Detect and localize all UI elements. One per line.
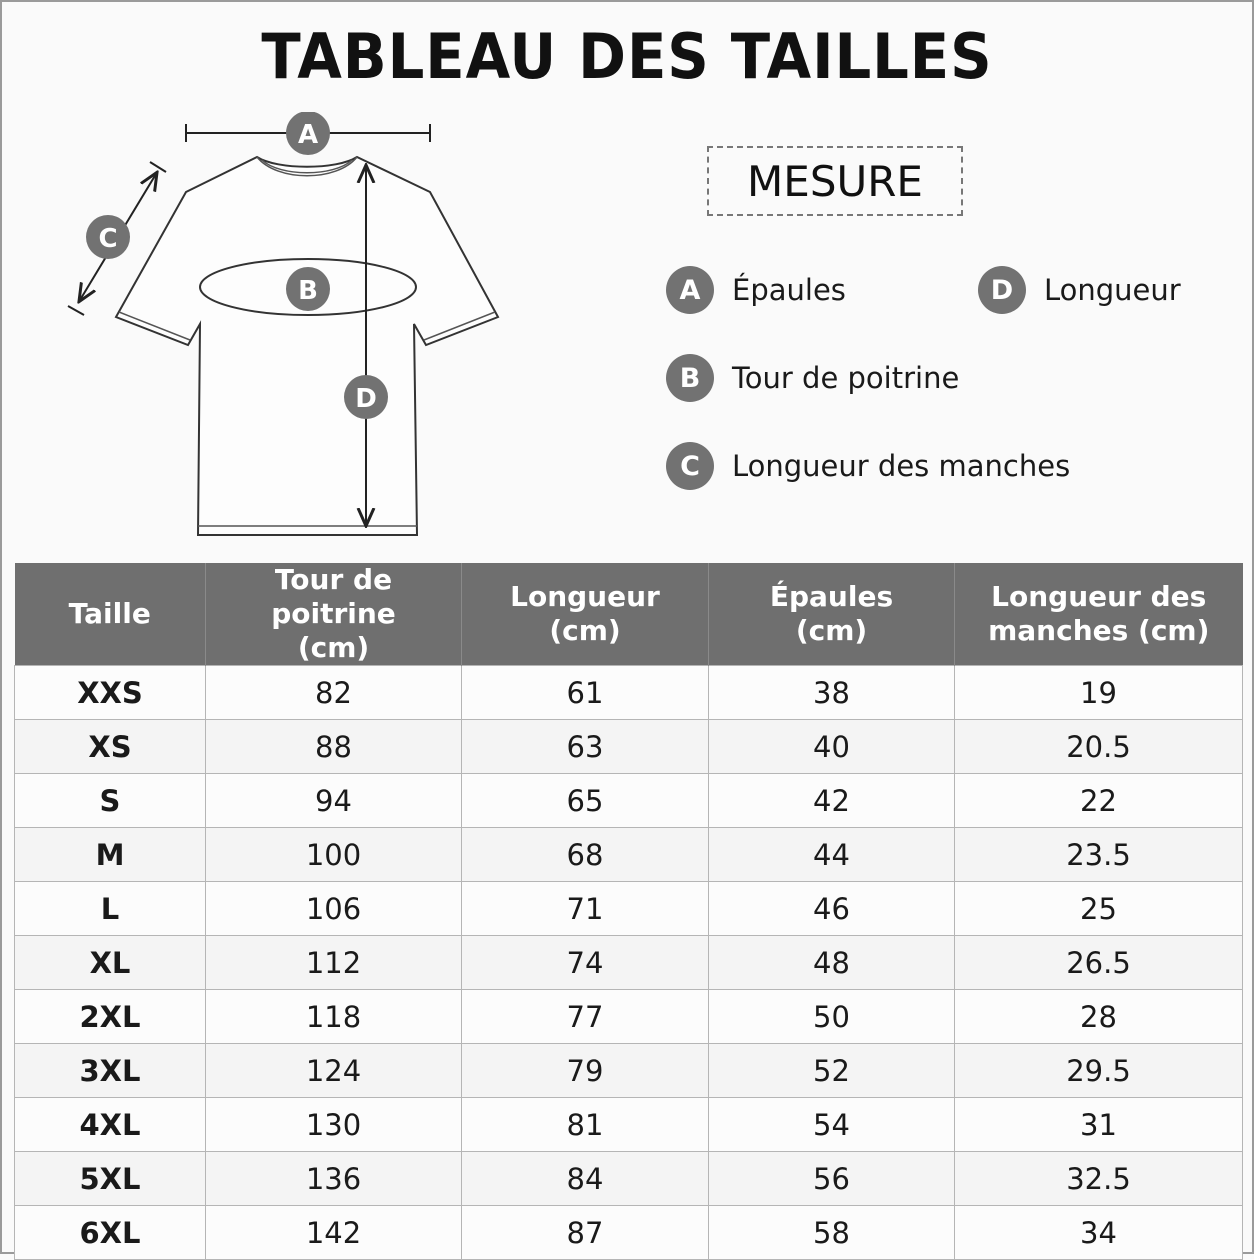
value-cell: 82 [206, 666, 462, 720]
value-cell: 100 [206, 828, 462, 882]
value-cell: 74 [462, 936, 709, 990]
value-cell: 32.5 [955, 1152, 1243, 1206]
value-cell: 118 [206, 990, 462, 1044]
value-cell: 68 [462, 828, 709, 882]
value-cell: 79 [462, 1044, 709, 1098]
value-cell: 88 [206, 720, 462, 774]
size-cell: 6XL [15, 1206, 206, 1260]
header-length: Longueur (cm) [462, 563, 709, 666]
size-cell: S [15, 774, 206, 828]
table-row [15, 828, 1243, 882]
size-cell: 3XL [15, 1044, 206, 1098]
size-cell: 2XL [15, 990, 206, 1044]
value-cell: 28 [955, 990, 1243, 1044]
badge-b: B [666, 354, 714, 402]
value-cell: 112 [206, 936, 462, 990]
header-sleeve: Longueur des manches (cm) [955, 563, 1243, 666]
size-cell: 4XL [15, 1098, 206, 1152]
value-cell: 23.5 [955, 828, 1243, 882]
tshirt-outline [116, 157, 498, 535]
table-header-row [15, 563, 1243, 666]
value-cell: 25 [955, 882, 1243, 936]
value-cell: 124 [206, 1044, 462, 1098]
value-cell: 77 [462, 990, 709, 1044]
value-cell: 34 [955, 1206, 1243, 1260]
legend-item-shoulders [666, 266, 846, 314]
value-cell: 58 [709, 1206, 955, 1260]
value-cell: 81 [462, 1098, 709, 1152]
marker-d [344, 375, 388, 419]
legend-label: Tour de poitrine [732, 361, 960, 395]
value-cell: 136 [206, 1152, 462, 1206]
value-cell: 54 [709, 1098, 955, 1152]
header-shoulders: Épaules (cm) [709, 563, 955, 666]
value-cell: 19 [955, 666, 1243, 720]
table-row [15, 882, 1243, 936]
value-cell: 44 [709, 828, 955, 882]
table-row [15, 1152, 1243, 1206]
value-cell: 48 [709, 936, 955, 990]
legend-label: Longueur [1044, 273, 1181, 307]
table-row [15, 1098, 1243, 1152]
svg-text:D: D [355, 384, 377, 414]
marker-c [86, 215, 130, 259]
svg-text:C: C [98, 224, 118, 254]
size-cell: XXS [15, 666, 206, 720]
value-cell: 52 [709, 1044, 955, 1098]
size-cell: XS [15, 720, 206, 774]
value-cell: 26.5 [955, 936, 1243, 990]
tshirt-diagram [52, 112, 522, 552]
value-cell: 94 [206, 774, 462, 828]
value-cell: 63 [462, 720, 709, 774]
size-table [14, 563, 1243, 1260]
svg-text:A: A [297, 120, 319, 150]
value-cell: 29.5 [955, 1044, 1243, 1098]
size-cell: XL [15, 936, 206, 990]
table-row [15, 1206, 1243, 1260]
table-row [15, 666, 1243, 720]
size-cell: 5XL [15, 1152, 206, 1206]
value-cell: 22 [955, 774, 1243, 828]
value-cell: 130 [206, 1098, 462, 1152]
legend-item-chest [666, 354, 959, 402]
size-cell: L [15, 882, 206, 936]
value-cell: 20.5 [955, 720, 1243, 774]
header-size: Taille [15, 563, 206, 666]
legend-label: Longueur des manches [732, 449, 1071, 483]
badge-a: A [666, 266, 714, 314]
value-cell: 40 [709, 720, 955, 774]
value-cell: 61 [462, 666, 709, 720]
size-cell: M [15, 828, 206, 882]
value-cell: 31 [955, 1098, 1243, 1152]
measure-label: MESURE [707, 146, 963, 216]
value-cell: 42 [709, 774, 955, 828]
marker-a [286, 112, 330, 155]
page-title: TABLEAU DES TAILLES [261, 20, 993, 93]
badge-c: C [666, 442, 714, 490]
table-row [15, 720, 1243, 774]
legend-item-length [978, 266, 1181, 314]
legend-item-sleeve [666, 442, 1070, 490]
table-row [15, 936, 1243, 990]
legend-label: Épaules [732, 273, 846, 307]
value-cell: 46 [709, 882, 955, 936]
value-cell: 71 [462, 882, 709, 936]
value-cell: 50 [709, 990, 955, 1044]
value-cell: 84 [462, 1152, 709, 1206]
value-cell: 106 [206, 882, 462, 936]
table-row [15, 774, 1243, 828]
svg-text:B: B [298, 276, 318, 306]
value-cell: 65 [462, 774, 709, 828]
marker-b [286, 267, 330, 311]
size-table-wrap [14, 563, 1242, 1260]
value-cell: 38 [709, 666, 955, 720]
table-row [15, 1044, 1243, 1098]
table-body [15, 666, 1243, 1260]
table-row [15, 990, 1243, 1044]
value-cell: 87 [462, 1206, 709, 1260]
badge-d: D [978, 266, 1026, 314]
value-cell: 56 [709, 1152, 955, 1206]
value-cell: 142 [206, 1206, 462, 1260]
header-chest: Tour de poitrine (cm) [206, 563, 462, 666]
